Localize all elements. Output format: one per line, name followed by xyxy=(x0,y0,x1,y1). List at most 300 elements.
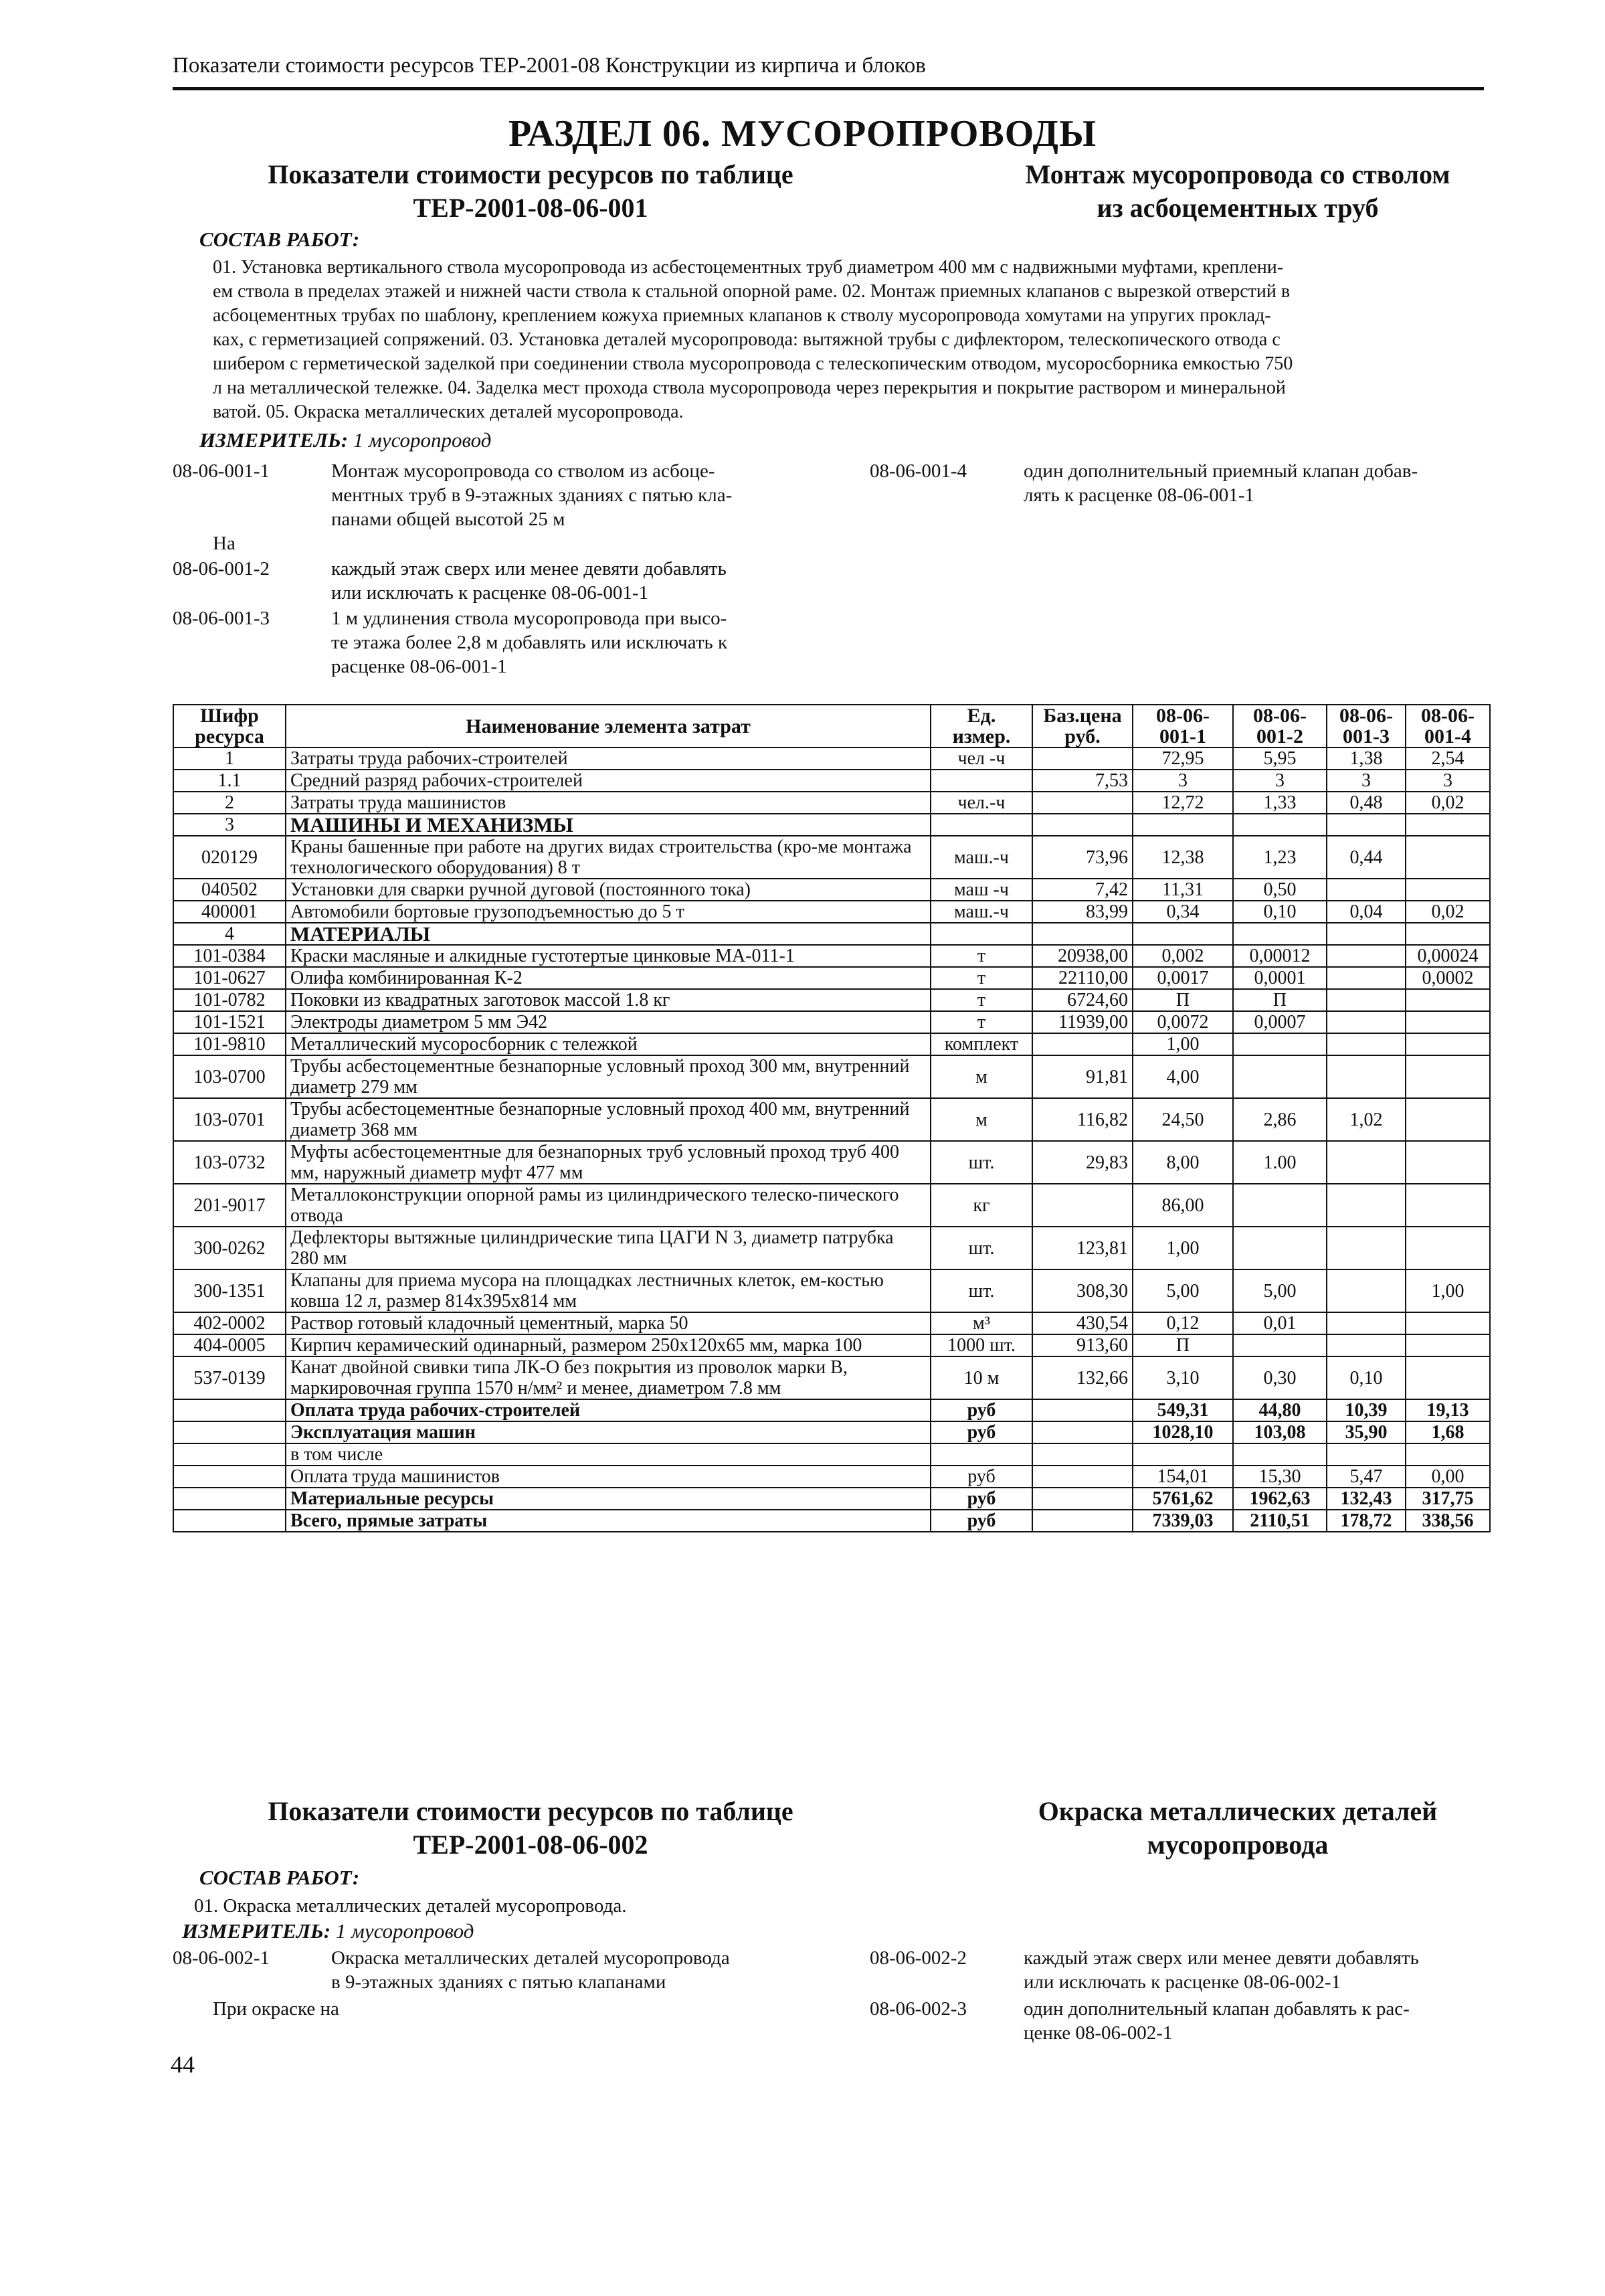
rate-code: 08-06-001-3 xyxy=(173,608,270,629)
cell-price: 7,42 xyxy=(1032,879,1133,901)
cell-unit: т xyxy=(931,989,1032,1011)
cell-unit: м xyxy=(931,1055,1032,1098)
cell-blank xyxy=(1032,1488,1133,1510)
cell-c4 xyxy=(1406,814,1490,836)
table-row xyxy=(173,989,1490,1011)
cell-c4 xyxy=(1406,879,1490,901)
cell-c1: 154,01 xyxy=(1133,1466,1233,1488)
work-line: ем ствола в пределах этажей и нижней части ствола к стальной опорной раме. 02. Монтаж приемных клапанов с вырезкой отверстий в xyxy=(213,281,1291,302)
rate-prefix: На xyxy=(213,533,235,554)
cell-unit: чел.-ч xyxy=(931,792,1032,814)
cell-c3 xyxy=(1327,1443,1406,1466)
cell-c4 xyxy=(1406,1033,1490,1055)
measure-label-text: ИЗМЕРИТЕЛЬ: xyxy=(199,428,349,452)
cell-code: 2 xyxy=(173,792,286,814)
cell-unit: м xyxy=(931,1098,1032,1141)
rate-code: 08-06-002-3 xyxy=(870,1998,967,2020)
cell-price: 20938,00 xyxy=(1032,945,1133,967)
cell-price: 913,60 xyxy=(1032,1334,1133,1356)
cell-price: 83,99 xyxy=(1032,901,1133,923)
resource-cost-table xyxy=(173,704,1491,1532)
header-rate-3 xyxy=(1327,705,1406,747)
cell-c3 xyxy=(1327,945,1406,967)
header-line: Ед. xyxy=(967,705,996,727)
cell-code: 4 xyxy=(173,923,286,945)
cell-unit xyxy=(931,1443,1032,1466)
cell-price: 132,66 xyxy=(1032,1356,1133,1399)
cell-price xyxy=(1032,792,1133,814)
cell-c4 xyxy=(1406,1184,1490,1227)
cell-unit: шт. xyxy=(931,1269,1032,1312)
header-line: 001-3 xyxy=(1343,725,1390,747)
cell-unit: т xyxy=(931,967,1032,989)
cell-c3: 132,43 xyxy=(1327,1488,1406,1510)
cell-name: Раствор готовый кладочный цементный, марка 50 xyxy=(286,1312,931,1334)
cell-c4 xyxy=(1406,1141,1490,1184)
cell-c4 xyxy=(1406,1227,1490,1269)
cell-c4 xyxy=(1406,989,1490,1011)
cell-code: 101-0782 xyxy=(173,989,286,1011)
cell-code: 101-0627 xyxy=(173,967,286,989)
heading-line: Окраска металлических деталей xyxy=(1038,1796,1438,1826)
cell-name: Дефлекторы вытяжные цилиндрические типа ЦАГИ N 3, диаметр патрубка 280 мм xyxy=(286,1227,931,1269)
table-row xyxy=(173,1098,1490,1141)
cell-c3 xyxy=(1327,923,1406,945)
rate-prefix: При окраске на xyxy=(213,1998,339,2020)
cell-name: Кирпич керамический одинарный, размером 250х120х65 мм, марка 100 xyxy=(286,1334,931,1356)
cell-c1: 0,12 xyxy=(1133,1312,1233,1334)
cell-code: 201-9017 xyxy=(173,1184,286,1227)
cell-price: 123,81 xyxy=(1032,1227,1133,1269)
rate-code: 08-06-001-2 xyxy=(173,558,270,580)
table-1-heading-left xyxy=(213,158,848,225)
cell-c2: 2110,51 xyxy=(1233,1510,1327,1532)
rate-code: 08-06-002-2 xyxy=(870,1947,967,1969)
table-row xyxy=(173,1334,1490,1356)
cell-c2: 1,33 xyxy=(1233,792,1327,814)
cell-c1: 0,0072 xyxy=(1133,1011,1233,1033)
work-line: ватой. 05. Окраска металлических деталей мусоропровода. xyxy=(213,402,684,422)
cell-c3 xyxy=(1327,1011,1406,1033)
header-rate-4 xyxy=(1406,705,1490,747)
cell-unit: руб xyxy=(931,1466,1032,1488)
rate-line: каждый этаж сверх или менее девяти добавлять xyxy=(1024,1947,1419,1969)
cell-unit xyxy=(931,814,1032,836)
cell-c4 xyxy=(1406,1356,1490,1399)
header-line: 001-1 xyxy=(1159,725,1206,747)
rate-line: лять к расценке 08-06-001-1 xyxy=(1024,484,1254,506)
cell-unit: руб xyxy=(931,1510,1032,1532)
rate-code: 08-06-001-1 xyxy=(173,460,270,482)
cell-name: Канат двойной свивки типа ЛК-О без покрытия из проволок марки В, маркировочная группа 1570 н/мм² и менее, диаметром 7.8 мм xyxy=(286,1356,931,1399)
cell-c4: 0,02 xyxy=(1406,901,1490,923)
measure-label-text: ИЗМЕРИТЕЛЬ: xyxy=(182,1919,331,1943)
cell-name: Трубы асбестоцементные безнапорные условный проход 300 мм, внутренний диаметр 279 мм xyxy=(286,1055,931,1098)
cell-code: 103-0701 xyxy=(173,1098,286,1141)
cell-c3: 5,47 xyxy=(1327,1466,1406,1488)
table-row xyxy=(173,967,1490,989)
work-line: шибером с герметической заделкой при соединении ствола мусоропровода с телескопическим отводом, мусоросборника емкостью 750 xyxy=(213,353,1293,374)
cell-name: Автомобили бортовые грузоподъемностью до 5 т xyxy=(286,901,931,923)
cell-name: Оплата труда машинистов xyxy=(286,1466,931,1488)
cell-price: 7,53 xyxy=(1032,770,1133,792)
heading-line: Монтаж мусоропровода со стволом xyxy=(1025,159,1450,189)
cell-c4 xyxy=(1406,1312,1490,1334)
cell-name: МАШИНЫ И МЕХАНИЗМЫ xyxy=(286,814,931,836)
cell-c3: 1,02 xyxy=(1327,1098,1406,1141)
cell-price: 29,83 xyxy=(1032,1141,1133,1184)
cell-name: Оплата труда рабочих-строителей xyxy=(286,1399,931,1421)
cell-c2 xyxy=(1233,1334,1327,1356)
cell-price: 430,54 xyxy=(1032,1312,1133,1334)
cell-c2: 0,50 xyxy=(1233,879,1327,901)
table-2-heading-left xyxy=(213,1795,848,1862)
table-row xyxy=(173,1184,1490,1227)
cell-price: 6724,60 xyxy=(1032,989,1133,1011)
cell-c2: 5,00 xyxy=(1233,1269,1327,1312)
work-line: 01. Установка вертикального ствола мусоропровода из асбестоцементных труб диаметром 400 мм с надвижными муфтами, креплени- xyxy=(213,257,1284,278)
cell-unit xyxy=(931,770,1032,792)
cell-unit: шт. xyxy=(931,1227,1032,1269)
table-group-row xyxy=(173,923,1490,945)
rate-line: панами общей высотой 25 м xyxy=(331,509,565,530)
cell-c1 xyxy=(1133,814,1233,836)
cell-unit: руб xyxy=(931,1421,1032,1443)
cell-c1: 5761,62 xyxy=(1133,1488,1233,1510)
rate-description xyxy=(331,459,853,531)
cell-name: Затраты труда машинистов xyxy=(286,792,931,814)
cell-name: Материальные ресурсы xyxy=(286,1488,931,1510)
cell-name: Клапаны для приема мусора на площадках лестничных клеток, ем-костью ковша 12 л, размер 814х395х814 мм xyxy=(286,1269,931,1312)
cell-price xyxy=(1032,814,1133,836)
cell-c1: 1,00 xyxy=(1133,1033,1233,1055)
work-line: асбоцементных трубах по шаблону, креплением кожуха приемных клапанов к стволу мусоропровода хомутами на упругих проклад- xyxy=(213,305,1271,326)
header-unit xyxy=(931,705,1032,747)
header-line: Шифр xyxy=(200,705,259,727)
table-row xyxy=(173,1269,1490,1312)
cell-c2: 1962,63 xyxy=(1233,1488,1327,1510)
cell-c1: П xyxy=(1133,1334,1233,1356)
cell-c4 xyxy=(1406,836,1490,879)
cell-c3 xyxy=(1327,1269,1406,1312)
cell-code: 537-0139 xyxy=(173,1356,286,1399)
rate-line: ценке 08-06-002-1 xyxy=(1024,2022,1173,2044)
cell-name: в том числе xyxy=(286,1443,931,1466)
table-row xyxy=(173,1356,1490,1399)
table-row xyxy=(173,1141,1490,1184)
cell-blank xyxy=(173,1421,286,1443)
cell-c3 xyxy=(1327,879,1406,901)
work-composition-label: СОСТАВ РАБОТ: xyxy=(199,1866,360,1889)
cell-c4: 338,56 xyxy=(1406,1510,1490,1532)
cell-c4 xyxy=(1406,1055,1490,1098)
cell-c2: 0,0001 xyxy=(1233,967,1327,989)
cell-c4: 1,68 xyxy=(1406,1421,1490,1443)
heading-line: Показатели стоимости ресурсов по таблице xyxy=(268,1796,793,1826)
table-row xyxy=(173,945,1490,967)
cell-c2 xyxy=(1233,1033,1327,1055)
cell-blank xyxy=(1032,1399,1133,1421)
cell-c2: 1,23 xyxy=(1233,836,1327,879)
header-line: 001-4 xyxy=(1424,725,1471,747)
cell-price: 11939,00 xyxy=(1032,1011,1133,1033)
cell-blank xyxy=(173,1399,286,1421)
cell-code: 1.1 xyxy=(173,770,286,792)
table-total-row xyxy=(173,1466,1490,1488)
cell-unit: т xyxy=(931,945,1032,967)
cell-c4: 0,02 xyxy=(1406,792,1490,814)
measure-label xyxy=(199,428,491,452)
cell-blank xyxy=(1032,1421,1133,1443)
cell-c2 xyxy=(1233,1184,1327,1227)
cell-c4: 2,54 xyxy=(1406,747,1490,770)
cell-name: Олифа комбинированная К-2 xyxy=(286,967,931,989)
rate-description xyxy=(1024,1946,1492,1994)
heading-line: Показатели стоимости ресурсов по таблице xyxy=(268,159,793,189)
cell-code: 3 xyxy=(173,814,286,836)
header-line: измер. xyxy=(952,725,1011,747)
header-rate-2 xyxy=(1233,705,1327,747)
cell-c3 xyxy=(1327,1033,1406,1055)
cell-c2 xyxy=(1233,814,1327,836)
cell-c2: 0,0007 xyxy=(1233,1011,1327,1033)
cell-c4 xyxy=(1406,1011,1490,1033)
cell-c1: П xyxy=(1133,989,1233,1011)
cell-c3: 35,90 xyxy=(1327,1421,1406,1443)
cell-blank xyxy=(1032,1510,1133,1532)
cell-name: Краски масляные и алкидные густотертые цинковые МА-011-1 xyxy=(286,945,931,967)
cell-name: Установки для сварки ручной дуговой (постоянного тока) xyxy=(286,879,931,901)
cell-c4: 19,13 xyxy=(1406,1399,1490,1421)
table-row xyxy=(173,770,1490,792)
cell-c3 xyxy=(1327,1312,1406,1334)
rate-line: один дополнительный приемный клапан добав- xyxy=(1024,460,1418,482)
rate-description xyxy=(1024,1997,1492,2045)
cell-price: 91,81 xyxy=(1032,1055,1133,1098)
cell-c3 xyxy=(1327,814,1406,836)
cell-c3 xyxy=(1327,1055,1406,1098)
cell-name: Трубы асбестоцементные безнапорные условный проход 400 мм, внутренний диаметр 368 мм xyxy=(286,1098,931,1141)
cell-code: 101-1521 xyxy=(173,1011,286,1033)
cell-c1: 0,002 xyxy=(1133,945,1233,967)
table-total-row xyxy=(173,1399,1490,1421)
table-group-row xyxy=(173,814,1490,836)
cell-c1 xyxy=(1133,923,1233,945)
table-row xyxy=(173,836,1490,879)
work-line: ках, с герметизацией сопряжений. 03. Установка деталей мусоропровода: вытяжной трубы с дифлектором, телескопического отвода с xyxy=(213,329,1281,350)
cell-code: 400001 xyxy=(173,901,286,923)
cell-c2 xyxy=(1233,1443,1327,1466)
cell-name: Всего, прямые затраты xyxy=(286,1510,931,1532)
cell-c3: 0,48 xyxy=(1327,792,1406,814)
work-composition-text xyxy=(213,256,1491,424)
cell-c2: 44,80 xyxy=(1233,1399,1327,1421)
cell-c1: 1028,10 xyxy=(1133,1421,1233,1443)
cell-code: 103-0732 xyxy=(173,1141,286,1184)
heading-line: мусоропровода xyxy=(1147,1830,1329,1860)
cell-unit: т xyxy=(931,1011,1032,1033)
cell-c2 xyxy=(1233,1227,1327,1269)
cell-blank xyxy=(173,1510,286,1532)
cell-price: 308,30 xyxy=(1032,1269,1133,1312)
header-rule xyxy=(173,87,1484,90)
rate-line: Монтаж мусоропровода со стволом из асбоце- xyxy=(331,460,715,482)
rate-line: расценке 08-06-001-1 xyxy=(331,656,507,677)
header-name: Наименование элемента затрат xyxy=(286,705,931,747)
cell-name: Электроды диаметром 5 мм Э42 xyxy=(286,1011,931,1033)
table-row xyxy=(173,1227,1490,1269)
cell-c1: 12,72 xyxy=(1133,792,1233,814)
table-total-row xyxy=(173,1421,1490,1443)
header-line: 08-06- xyxy=(1253,705,1307,727)
table-total-row xyxy=(173,1443,1490,1466)
cell-c3: 10,39 xyxy=(1327,1399,1406,1421)
cell-name: Металлический мусоросборник с тележкой xyxy=(286,1033,931,1055)
header-line: 08-06- xyxy=(1156,705,1210,727)
table-row xyxy=(173,1011,1490,1033)
cell-c4 xyxy=(1406,1098,1490,1141)
cell-name: Краны башенные при работе на других видах строительства (кро-ме монтажа технологического оборудования) 8 т xyxy=(286,836,931,879)
cell-unit: маш.-ч xyxy=(931,901,1032,923)
cell-code: 040502 xyxy=(173,879,286,901)
cell-c3 xyxy=(1327,1334,1406,1356)
cell-blank xyxy=(173,1443,286,1466)
cell-c1: 0,34 xyxy=(1133,901,1233,923)
table-row xyxy=(173,747,1490,770)
rate-line: один дополнительный клапан добавлять к рас- xyxy=(1024,1998,1410,2020)
cell-name: Эксплуатация машин xyxy=(286,1421,931,1443)
header-line: 001-2 xyxy=(1256,725,1303,747)
rate-line: 1 м удлинения ствола мусоропровода при высо- xyxy=(331,608,727,629)
cell-name: Затраты труда рабочих-строителей xyxy=(286,747,931,770)
table-1-heading-right xyxy=(950,158,1525,225)
cell-c1: 12,38 xyxy=(1133,836,1233,879)
rate-line: Окраска металлических деталей мусоропровода xyxy=(331,1947,730,1969)
header-line: 08-06- xyxy=(1421,705,1475,727)
rate-line: или исключать к расценке 08-06-002-1 xyxy=(1024,1971,1341,1993)
cell-c1: 1,00 xyxy=(1133,1227,1233,1269)
cell-unit: руб xyxy=(931,1399,1032,1421)
cell-price xyxy=(1032,747,1133,770)
cell-c1: 7339,03 xyxy=(1133,1510,1233,1532)
cell-c3: 178,72 xyxy=(1327,1510,1406,1532)
cell-c1: 3,10 xyxy=(1133,1356,1233,1399)
cell-c1: 5,00 xyxy=(1133,1269,1233,1312)
cell-unit: 1000 шт. xyxy=(931,1334,1032,1356)
cell-c2: 3 xyxy=(1233,770,1327,792)
header-line: 08-06- xyxy=(1339,705,1393,727)
cell-price: 116,82 xyxy=(1032,1098,1133,1141)
table-2-heading-right xyxy=(950,1795,1525,1862)
table-row xyxy=(173,879,1490,901)
cell-blank xyxy=(173,1488,286,1510)
section-title: РАЗДЕЛ 06. МУСОРОПРОВОДЫ xyxy=(508,113,1097,155)
cell-c4 xyxy=(1406,1443,1490,1466)
cell-unit: чел -ч xyxy=(931,747,1032,770)
cell-blank xyxy=(1032,1466,1133,1488)
table-body xyxy=(173,747,1490,1532)
heading-line: из асбоцементных труб xyxy=(1097,193,1379,223)
cell-c2: 5,95 xyxy=(1233,747,1327,770)
rate-description xyxy=(331,606,853,679)
cell-c4: 0,00024 xyxy=(1406,945,1490,967)
measure-unit: 1 мусоропровод xyxy=(335,1919,474,1943)
table-total-row xyxy=(173,1510,1490,1532)
table-row xyxy=(173,1055,1490,1098)
cell-name: Средний разряд рабочих-строителей xyxy=(286,770,931,792)
header-line: руб. xyxy=(1064,725,1101,747)
cell-c4: 0,0002 xyxy=(1406,967,1490,989)
table-row xyxy=(173,792,1490,814)
rate-line: каждый этаж сверх или менее девяти добавлять xyxy=(331,558,727,580)
rate-description xyxy=(331,557,853,605)
rate-description xyxy=(331,1946,853,1994)
cell-c3 xyxy=(1327,1184,1406,1227)
cell-c1: 549,31 xyxy=(1133,1399,1233,1421)
cell-price: 22110,00 xyxy=(1032,967,1133,989)
table-total-row xyxy=(173,1488,1490,1510)
table-row xyxy=(173,901,1490,923)
cell-c4: 3 xyxy=(1406,770,1490,792)
header-price xyxy=(1032,705,1133,747)
header-line: ресурса xyxy=(195,725,264,747)
cell-c2: 0,00012 xyxy=(1233,945,1327,967)
running-header: Показатели стоимости ресурсов ТЕР-2001-08 Конструкции из кирпича и блоков xyxy=(173,54,926,78)
cell-c1: 3 xyxy=(1133,770,1233,792)
cell-c4: 0,00 xyxy=(1406,1466,1490,1488)
cell-unit: шт. xyxy=(931,1141,1032,1184)
cell-c1: 8,00 xyxy=(1133,1141,1233,1184)
cell-c4 xyxy=(1406,923,1490,945)
cell-c2: 2,86 xyxy=(1233,1098,1327,1141)
cell-c2: 103,08 xyxy=(1233,1421,1327,1443)
rate-code: 08-06-001-4 xyxy=(870,460,967,482)
cell-code: 300-0262 xyxy=(173,1227,286,1269)
cell-c1: 0,0017 xyxy=(1133,967,1233,989)
cell-unit xyxy=(931,923,1032,945)
measure-unit: 1 мусоропровод xyxy=(353,428,492,452)
heading-line: ТЕР-2001-08-06-002 xyxy=(413,1830,648,1860)
heading-line: ТЕР-2001-08-06-001 xyxy=(413,193,648,223)
cell-unit: комплект xyxy=(931,1033,1032,1055)
cell-c3 xyxy=(1327,989,1406,1011)
cell-code: 020129 xyxy=(173,836,286,879)
measure-label xyxy=(182,1919,474,1943)
cell-price xyxy=(1032,1184,1133,1227)
rate-line: ментных труб в 9-этажных зданиях с пятью кла- xyxy=(331,484,733,506)
cell-name: МАТЕРИАЛЫ xyxy=(286,923,931,945)
cell-price xyxy=(1032,923,1133,945)
cell-c3: 0,10 xyxy=(1327,1356,1406,1399)
cell-c2: П xyxy=(1233,989,1327,1011)
cell-name: Муфты асбестоцементные для безнапорных труб условный проход труб 400 мм, наружный диаметр муфт 477 мм xyxy=(286,1141,931,1184)
cell-c2 xyxy=(1233,923,1327,945)
cell-c1 xyxy=(1133,1443,1233,1466)
cell-unit: маш -ч xyxy=(931,879,1032,901)
cell-c3 xyxy=(1327,1227,1406,1269)
cell-blank xyxy=(173,1466,286,1488)
cell-unit: маш.-ч xyxy=(931,836,1032,879)
header-rate-1 xyxy=(1133,705,1233,747)
rate-line: в 9-этажных зданиях с пятью клапанами xyxy=(331,1971,666,1993)
cell-c2 xyxy=(1233,1055,1327,1098)
cell-c3: 3 xyxy=(1327,770,1406,792)
header-code xyxy=(173,705,286,747)
work-composition-text: 01. Окраска металлических деталей мусоропровода. xyxy=(194,1895,627,1917)
page-number: 44 xyxy=(171,2051,195,2078)
cell-code: 101-9810 xyxy=(173,1033,286,1055)
work-line: л на металлической тележке. 04. Заделка мест прохода ствола мусоропровода через перекрытия и покрытие раствором и минеральной xyxy=(213,377,1286,398)
